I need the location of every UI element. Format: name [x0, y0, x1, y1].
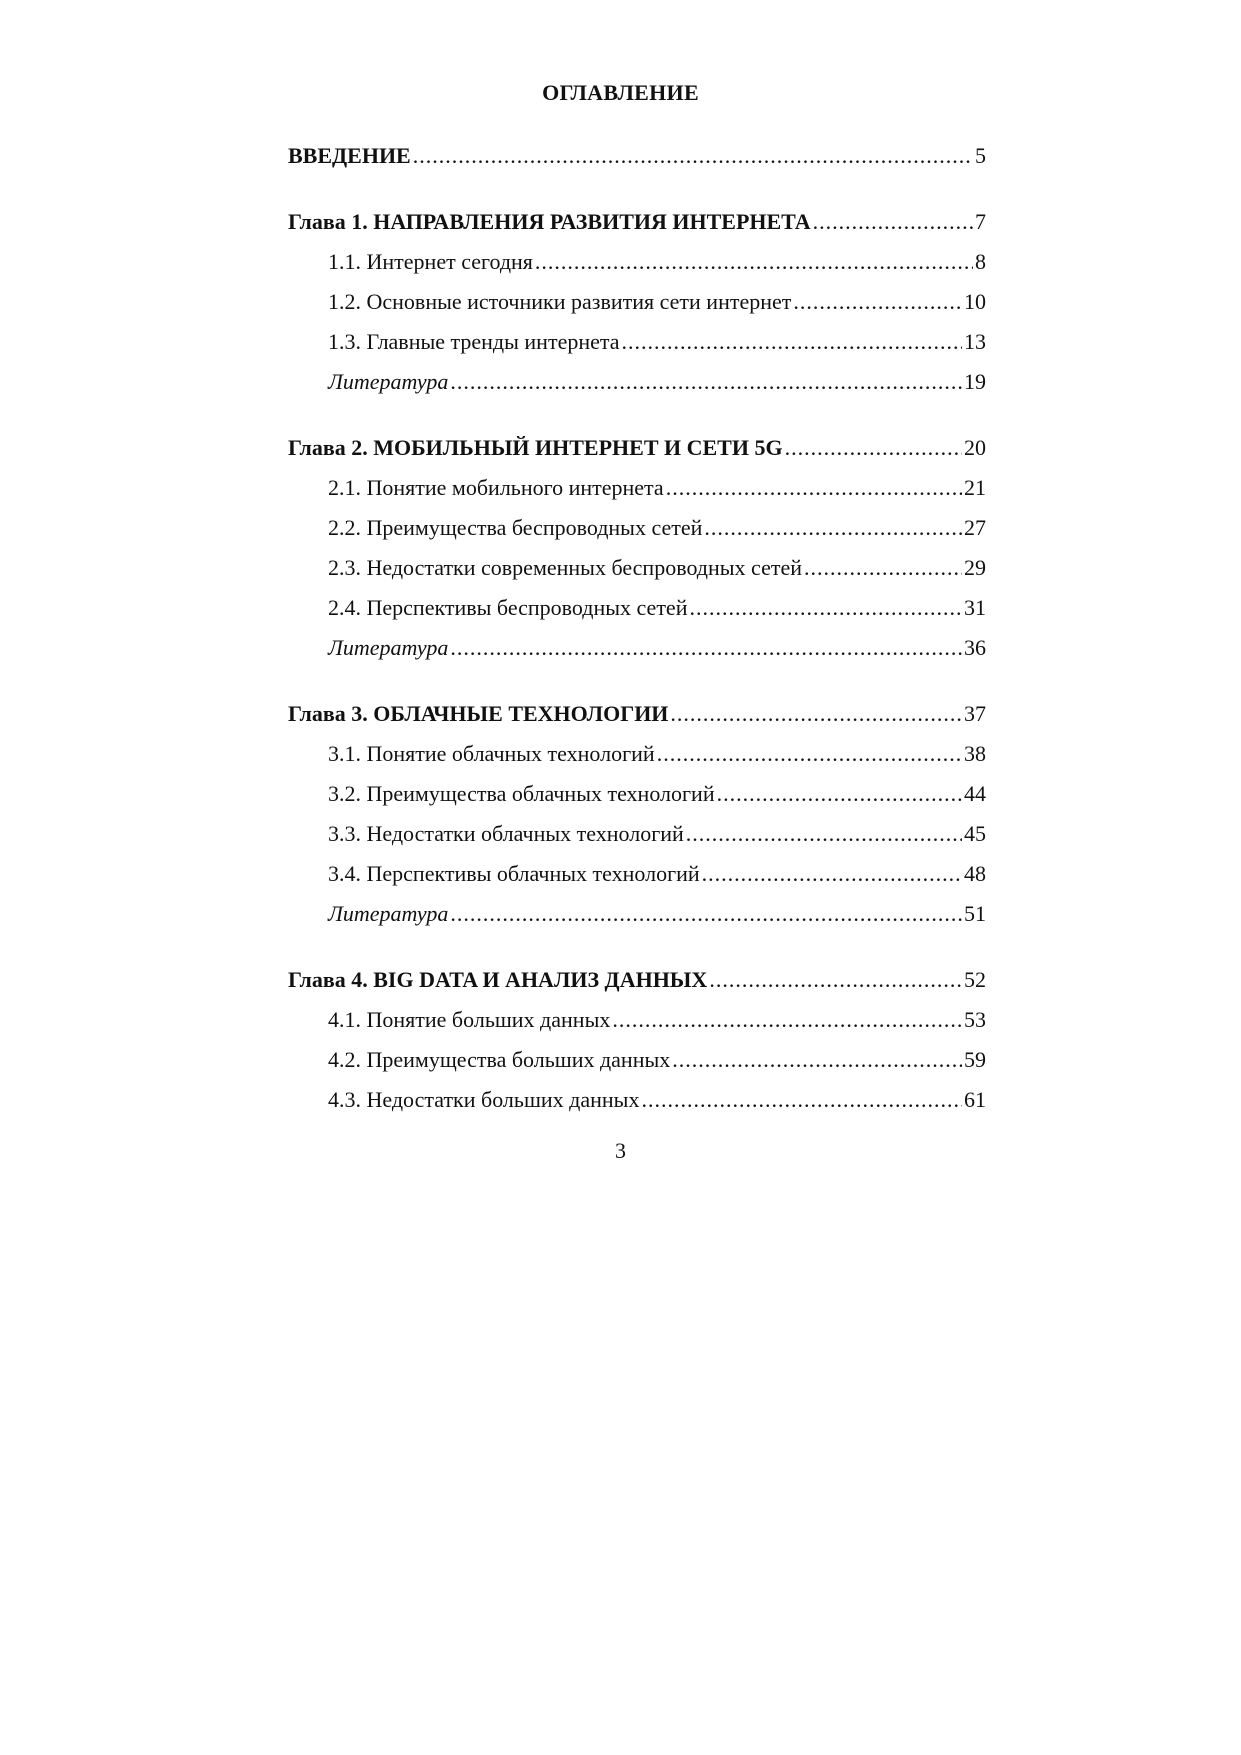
toc-section-label: Литература: [328, 369, 449, 394]
dot-leader: [717, 774, 962, 814]
dot-leader: [793, 282, 962, 322]
section-spacer: [288, 176, 986, 202]
toc-page-number: 45: [964, 821, 986, 846]
toc-page-number: 59: [964, 1047, 986, 1072]
toc-section-label: 4.2. Преимущества больших данных: [328, 1047, 671, 1072]
toc-section-4-2[interactable]: [288, 1040, 986, 1080]
toc-section-2-2[interactable]: [288, 508, 986, 548]
page-title: ОГЛАВЛЕНИЕ: [542, 80, 699, 105]
toc-literature-1[interactable]: [288, 362, 986, 402]
dot-leader: [450, 628, 962, 668]
dot-leader: [612, 1000, 962, 1040]
toc-section-3-2[interactable]: [288, 774, 986, 814]
toc-page-number: 10: [964, 289, 986, 314]
toc-section-3-3[interactable]: [288, 814, 986, 854]
toc-chapter-label: Глава 2. МОБИЛЬНЫЙ ИНТЕРНЕТ И СЕТИ 5G: [288, 435, 783, 460]
dot-leader: [666, 468, 962, 508]
toc-section-3-4[interactable]: [288, 854, 986, 894]
toc-section-label: 1.2. Основные источники развития сети интернет: [328, 289, 792, 314]
toc-section-3-1[interactable]: [288, 734, 986, 774]
section-spacer: [288, 934, 986, 960]
toc-chapter-2[interactable]: [288, 428, 986, 468]
toc-chapter-label: Глава 1. НАПРАВЛЕНИЯ РАЗВИТИЯ ИНТЕРНЕТА: [288, 209, 811, 234]
section-spacer: [288, 402, 986, 428]
toc-section-label: 1.3. Главные тренды интернета: [328, 329, 620, 354]
toc-section-4-1[interactable]: [288, 1000, 986, 1040]
dot-leader: [785, 428, 962, 468]
toc-page-number: 8: [975, 249, 986, 274]
toc-literature-3[interactable]: [288, 894, 986, 934]
toc-section-label: 2.1. Понятие мобильного интернета: [328, 475, 664, 500]
toc-page-number: 52: [964, 967, 986, 992]
dot-leader: [622, 322, 962, 362]
toc-chapter-label: Глава 3. ОБЛАЧНЫЕ ТЕХНОЛОГИИ: [288, 701, 669, 726]
toc-section-label: 3.3. Недостатки облачных технологий: [328, 821, 684, 846]
dot-leader: [804, 548, 962, 588]
toc-page-number: 38: [964, 741, 986, 766]
toc-section-4-3[interactable]: [288, 1080, 986, 1120]
toc-section-label: 2.4. Перспективы беспроводных сетей: [328, 595, 688, 620]
dot-leader: [813, 202, 973, 242]
toc-page-number: 36: [964, 635, 986, 660]
dot-leader: [702, 854, 962, 894]
toc-page-number: 51: [964, 901, 986, 926]
toc-section-label: 2.3. Недостатки современных беспроводных сетей: [328, 555, 803, 580]
toc-page-number: 44: [964, 781, 986, 806]
dot-leader: [535, 242, 973, 282]
toc-section-label: 2.2. Преимущества беспроводных сетей: [328, 515, 703, 540]
page-number: 3: [615, 1138, 626, 1163]
dot-leader: [686, 814, 962, 854]
toc-section-label: 3.1. Понятие облачных технологий: [328, 741, 655, 766]
toc-page-number: 13: [964, 329, 986, 354]
toc-section-1-1[interactable]: [288, 242, 986, 282]
toc-section-2-4[interactable]: [288, 588, 986, 628]
toc-chapter-4[interactable]: [288, 960, 986, 1000]
toc-page-number: 21: [964, 475, 986, 500]
toc-chapter-1[interactable]: [288, 202, 986, 242]
toc-section-1-3[interactable]: [288, 322, 986, 362]
dot-leader: [709, 960, 962, 1000]
dot-leader: [689, 588, 962, 628]
toc-entry-intro[interactable]: [288, 136, 986, 176]
toc-chapter-label: Глава 4. BIG DATA И АНАЛИЗ ДАННЫХ: [288, 967, 708, 992]
toc-page-number: 61: [964, 1087, 986, 1112]
toc-page-number: 53: [964, 1007, 986, 1032]
dot-leader: [641, 1080, 962, 1120]
section-spacer: [288, 668, 986, 694]
toc-page-number: 29: [964, 555, 986, 580]
toc-page-number: 7: [975, 209, 986, 234]
toc-page-number: 48: [964, 861, 986, 886]
toc-section-label: Литература: [328, 901, 449, 926]
toc-page-number: 20: [964, 435, 986, 460]
dot-leader: [670, 694, 962, 734]
dot-leader: [413, 136, 973, 176]
toc-section-label: 4.1. Понятие больших данных: [328, 1007, 611, 1032]
toc-page-number: 19: [964, 369, 986, 394]
dot-leader: [450, 894, 962, 934]
toc-section-label: Литература: [328, 635, 449, 660]
toc-entry-label: ВВЕДЕНИЕ: [288, 143, 411, 168]
toc-section-label: 3.4. Перспективы облачных технологий: [328, 861, 700, 886]
toc-section-2-1[interactable]: [288, 468, 986, 508]
toc-section-1-2[interactable]: [288, 282, 986, 322]
toc-chapter-3[interactable]: [288, 694, 986, 734]
toc-page-number: 37: [964, 701, 986, 726]
dot-leader: [450, 362, 962, 402]
dot-leader: [657, 734, 962, 774]
toc-page-number: 5: [975, 143, 986, 168]
dot-leader: [704, 508, 962, 548]
toc-page-number: 31: [964, 595, 986, 620]
toc-section-label: 1.1. Интернет сегодня: [328, 249, 533, 274]
table-of-contents: [288, 136, 986, 1120]
toc-literature-2[interactable]: [288, 628, 986, 668]
toc-section-label: 3.2. Преимущества облачных технологий: [328, 781, 715, 806]
dot-leader: [672, 1040, 962, 1080]
toc-section-2-3[interactable]: [288, 548, 986, 588]
toc-page-number: 27: [964, 515, 986, 540]
toc-section-label: 4.3. Недостатки больших данных: [328, 1087, 640, 1112]
